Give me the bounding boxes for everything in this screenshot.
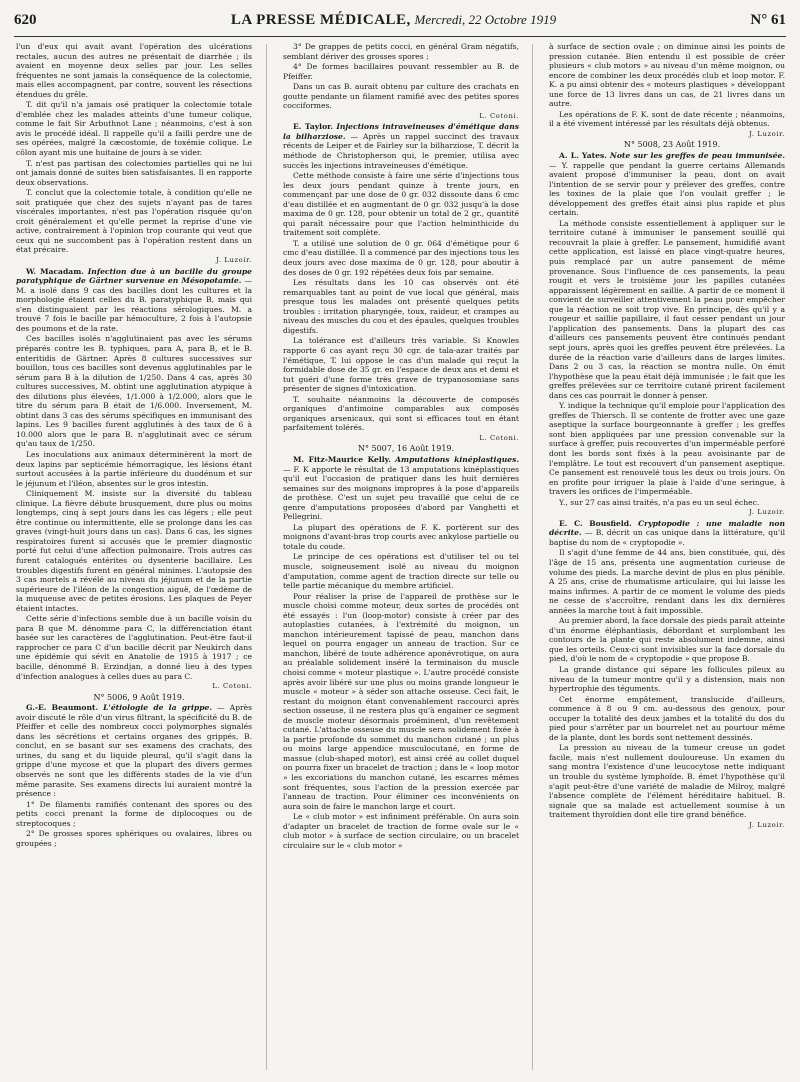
abstract-entry [283,455,519,522]
entry-title: L'étiologie de la grippe. [103,703,213,713]
abstract-entry [549,151,785,218]
abstract-entry [16,267,252,334]
entry-author: M. Fitz-Maurice Kelly. [293,454,391,464]
paragraph: Cliniquement M. insiste sur la diversité du tableau clinique. La fièvre débute brusquement, dure plus ou moins longtemps, cinq à sept jours dans les cas légers ; elle peut être continue ou intermittente, elle se prolonge dans les cas graves (vingt-huit jours dans un cas). Dans 6 cas, les signes respiratoires furent si accusés que le premier diagnostic porté fut celui d'une affection pulmonaire. Trois autres cas furent catalogués entérites ou dysenterie bacillaire. Les troubles digestifs furent en général minimes. L'autopsie des 3 cas mortels a révélé au niveau du jéjunum et de la partie supérieure de l'iléon de la congestion aiguë, de l'œdème de la muqueuse avec de petites érosions. Les plaques de Peyer étaient intactes. [16,489,252,613]
entry-title: Note sur les greffes de peau immunisée. [609,151,785,161]
column-left [16,42,252,1072]
entry-text: — B. décrit un cas unique dans la littérature, qu'il baptise du nom de « cryptopodie ». [549,528,785,547]
paragraph: Le « club motor » est infiniment préférable. On aura soin d'adapter un bracelet de traction de forme ovale sur le « club motor » à surface de section circulaire, ou un bracelet circulaire sur le « club motor » [283,812,519,850]
paragraph: 4° De formes bacillaires pouvant ressembler au B. de Pfeiffer. [283,62,519,81]
signature: J. Luzoir. [749,508,785,517]
entry-title: Infection due à un bacille du groupe paratyphique de Gärtner survenue en Mésopotamie. [16,266,252,286]
journal-name: LA PRESSE MÉDICALE, [230,12,411,28]
entry-text: — Après avoir discuté le rôle d'un virus filtrant, la spécificité du B. de Pfeiffer et celle des nombreux cocci polymorphes signalés dans les sécrétions et certains organes des grippés, B. conclut, en se basant sur ses examens des crachats, des urines, du sang et du liquide pleural, qu'il s'agit dans la grippe d'une mycose et que la plupart des divers germes observés ne sont que les différents stades de la vie d'un même parasite. Ses examens directs lui auraient montré la présence : [16,703,252,799]
paragraph: La grande distance qui sépare les follicules pileux au niveau de la tumeur montre qu'il y a distension, mais non hypertrophie des téguments. [549,665,785,694]
entry-author: E. Taylor. [293,122,334,132]
entry-text: — M. a isolé dans 9 cas des bacilles dont les cultures et la morphologie étaient celles du B. paratyphique B, mais qui s'en distinguaient par les réactions sérologiques. M. a trouvé 7 fois le bacille par hémoculture, 2 fois à l'autopsie des poumons et de la rate. [16,276,252,333]
paragraph: T. souhaite néanmoins la découverte de composés organiques d'antimoine comparables aux composés organiques arsenicaux, qui sont si efficaces tout en étant parfaitement tolérés. [283,394,519,433]
running-title [231,12,556,29]
signature: J. Luzoir. [749,129,785,138]
paragraph: Cet énorme empâtement, translucide d'ailleurs, commence à 8 ou 9 cm. au-dessous des genoux, pour occuper la totalité des deux jambes et la totalité du dos du pied pour s'arrêter par un bourrelet net au pourtour même de la plante, dont les bords sont nettement dessinés. [549,694,785,742]
issue-number: N° 61 [750,12,786,28]
paragraph: 1° De filaments ramifiés contenant des spores ou des petits cocci prenant la forme de diplocoques ou de streptocoques ; [16,799,252,828]
column-right [549,42,785,1072]
section-heading: N° 5007, 16 Août 1919. [357,444,455,454]
signature: J. Luzoir. [216,256,252,265]
paragraph: Le principe de ces opérations est d'utiliser tel ou tel muscle, soigneusement isolé au niveau du moignon d'amputation, comme agent de traction directe sur telle ou telle partie mécanique du membre artificiel. [283,552,519,591]
paragraph: T. conclut que la colectomie totale, à condition qu'elle ne soit pratiquée que chez des sujets n'ayant pas de tares viscérales importantes, n'est pas l'opération risquée qu'on croit généralement et qu'elle permet la reprise d'une vie active, contrairement à l'opinion trop courante qui veut que ceux qui ne succombent pas à l'opération restent dans un état précaire. [16,188,252,255]
paragraph: Ces bacilles isolés n'agglutinaient pas avec les sérums préparés contre les B. typhiques, para A, para B, et le B. enteritidis de Gärtner. Après 8 cultures successives sur bouillon, tous ces bacilles sont devenus agglutinables par le sérum para B à la dilution de 1/250. Dans 4 cas, après 30 cultures successives, M. obtint une agglutination atypique à des dilutions plus élevées, 1/1.000 à 1/2.000, alors que le titre du sérum para B était de 1/6.000. Inversement, M. obtint dans 3 cas des sérums spécifiques en immunisant des lapins. Les 9 bacilles furent agglutinés à des taux de 6 à 10.000 alors que le para B. n'agglutinait avec ce sérum qu'au taux de 1/250. [16,334,252,449]
paragraph: Les opérations de F. K. sont de date récente ; néanmoins, il a été vivement intéressé par les résultats déjà obtenus. [549,109,785,129]
paragraph: Dans un cas B. aurait obtenu par culture des crachats en goutte pendante un filament ramifié avec des petites spores cocciformes. [283,82,519,111]
abstract-entry [16,703,252,798]
paragraph: 2° De grosses spores sphériques ou ovalaires, libres ou groupées ; [16,829,252,848]
paragraph: Pour réaliser la prise de l'appareil de prothèse sur le muscle choisi comme moteur, deux sortes de procédés ont été essayés : l'un (loop-motor) consiste à créer par des autoplasties cutanées, à l'extrémité du moignon, un manchon intérieurement tapissé de peau, manchon dans lequel on pourra engager un anneau de traction. Sur ce manchon, libéré de toute adhérence aponévrotique, on aura au préalable solidement inséré la terminaison du muscle choisi comme « moteur plastique ». L'autre procédé consiste après avoir libéré sur une plus ou moins grande longueur le muscle « moteur » à séder son attache osseuse. Ceci fait, le restant du moignon étant convenablement raccourci après section osseuse, il ne restera plus qu'à engainer ce segment de muscle moteur désormais proéminent, d'un revêtement cutané. L'attache osseuse du muscle sera solidement fixée à la partie profonde du sommet du manchon cutané ; un plus ou moins large appendice musculocutané, en forme de massue (club-shaped motor), est ainsi créé au collet duquel on pourra fixer un bracelet de traction ; dans le « loop motor » les excoriations du manchon cutané, les escarres mêmes sont fréquentes, sous l'action de la pression exercée par l'anneau de traction. Pour éliminer ces inconvénients on aura soin de faire le manchon large et court. [283,591,519,811]
section-heading: N° 5006, 9 Août 1919. [93,692,185,702]
entry-title: Cryptopodie : une maladie non décrite. [549,518,785,538]
entry-author: G.-E. Beaumont. [26,703,99,713]
paragraph: Cette série d'infections semble due à un bacille voisin du para B que M. dénomme para C, la différenciation étant basée sur les caractères de l'agglutination. Peut-être faut-il rapprocher ce para C d'un bacille décrit par Neukirch dans une épidémie qui sévit en Anatolie de 1915 à 1917 ; ce bacille, dénommé B. Erzindjan, a donné lieu à des types d'infection analogues à celles dues au para C. [16,614,252,681]
section-heading: N° 5008, 23 Août 1919. [623,140,721,150]
entry-author: E. C. Bousfield. [559,518,632,528]
column-rule [266,44,267,1070]
abstract-entry [283,122,519,170]
paragraph: Y. indique la technique qu'il emploie pour l'application des greffes de Thiersch. Il se contente de frotter avec une gaze aseptique la surface bourgeonnante à greffer ; les greffes sont bien appliquées par une pression convenable sur la surface à greffer, puis recouvertes d'un imperméable perforé dont les bords sont fixés à la peau avoisinante par de l'emplâtre. Le tout est recouvert d'un pansement aseptique. Ce pansement est renouvelé tous les deux ou trois jours. On en profite pour irriguer la plaie à l'aide d'une seringue, à travers les orifices de l'imperméable. [549,401,785,497]
paragraph: Y., sur 27 cas ainsi traités, n'a pas eu un seul échec. [559,497,760,507]
paragraph: Au premier abord, la face dorsale des pieds paraît atteinte d'un énorme éléphantiasis, débordant et surplombant les contours de la plante qui reste absolument indemne, ainsi que les orteils. Ceux-ci sont invisibles sur la face dorsale du pied, d'où le nom de « cryptopodie » que propose B. [549,616,785,664]
signature: L. Cotoni. [479,111,519,120]
issue-date: Mercredi, 22 Octobre 1919 [414,12,557,27]
paragraph: T. dit qu'il n'a jamais osé pratiquer la colectomie totale d'emblée chez les malades atteints d'une tumeur colique, comme le fait Sir Arbuthnot Lane ; néanmoins, c'est à son avis le procédé idéal. Il rappelle qu'il a failli perdre une de ses opérées, malgré la cæcostomie, de toxémie colique. Le côlon ayant mis une huitaine de jours à se vider. [16,100,252,158]
paragraph: l'un d'eux qui avait avant l'opération des ulcérations rectales, aucun des autres ne présentait de diarrhée ; ils avaient en moyenne deux selles par jour. Les selles fréquentes ne sont jamais la conséquence de la colectomie, mais elles accompagnent, par contre, souvent les résections étendues du grêle. [16,42,252,99]
entry-text: — Y. rappelle que pendant la guerre certains Allemands avaient proposé d'immuniser la peau, dont on avait l'intention de se servir pour y prélever des greffes, contre les toxines de la plaie que l'on voulait greffer ; le développement des greffes était ainsi plus rapide et plus certain. [549,160,785,218]
entry-title: Injections intraveineuses d'émétique dans la bilharziose. [283,122,519,141]
paragraph: La tolérance est d'ailleurs très variable. Si Knowles rapporte 6 cas ayant reçu 30 cgr. de tala-azar traités par l'émétique, T. lui oppose le cas d'un malade qui reçut la formidable dose de 35 gr. en l'espace de deux ans et demi et tut guéri d'une forme très grave de trypanosomiase sans présenter de signes d'intoxication. [283,336,519,394]
column-rule [532,44,533,1070]
paragraph: La méthode consiste essentiellement à appliquer sur le territoire cutané à immuniser le pansement souillé qui recouvrait la plaie à greffer. Le pansement, humidifié avant cette application, est laissé en place vingt-quatre heures, puis remplacé par un autre pansement de même provenance. Sous l'influence de ces pansements, la peau rougit et vers le troisième jour les papilles cutanées apparaissent légèrement en saillie. A partir de ce moment il convient de surveiller attentivement la peau pour empêcher que la réaction ne soit trop vive. En principe, dès qu'il y a rougeur et saillie papillaire, il faut cesser pendant un jour l'application des pansements. Dans la plupart des cas d'ailleurs ces pansements peuvent être continués pendant sept jours, après quoi les greffes peuvent être prélevées. La durée de la réaction varie d'ailleurs dans de larges limites. Dans 2 ou 3 cas, la réaction se montra nulle. On émit l'hypothèse que la peau était déjà immunisée ; le fait que les greffes prélevées sur ce territoire cutané prirent facilement dans ces cas pourrait le donner à penser. [549,218,785,400]
page-header [14,12,786,37]
entry-author: A. L. Yates. [559,151,607,161]
signature: L. Cotoni. [479,433,519,442]
entry-text: — Après un rappel succinct des travaux récents de Leiper et de Fairley sur la bilharziose, T. décrit la méthode de Christopherson qui, le premier, utilisa avec succès les injections intraveineuses d'émétique. [283,131,519,170]
abstract-entry [549,519,785,548]
signature: L. Cotoni. [212,682,252,691]
paragraph: La pression au niveau de la tumeur creuse un godet facile, mais n'est nullement douloureuse. Un examen du sang montra l'existence d'une leucocytose nette indiquant un trouble du système lymphoïde. B. émet l'hypothèse qu'il s'agit peut-être d'une variété de maladie de Milroy, malgré l'absence complète de l'élément héréditaire habituel. B. signale que sa malade est actuellement soumise à un traitement thyroïdien dont elle tire grand bénéfice. [549,743,785,820]
column-middle [283,42,519,1072]
paragraph: Cette méthode consiste à faire une série d'injections tous les deux jours pendant quinze à trente jours, en commençant par une dose de 0 gr. 032 dissoute dans 6 cmc d'eau distillée et en augmentant de 0 gr. 032 jusqu'à la dose maxima de 0 gr. 128, pour obtenir un total de 2 gr., quantité qui paraît nécessaire pour que l'action helminthicide du traitement soit complète. [283,171,519,238]
entry-title: Amputations kinéplastiques. [395,454,519,464]
paragraph: T. n'est pas partisan des colectomies partielles qui ne lui ont jamais donné de suites bien satisfaisantes. Il en rapporte deux observations. [16,158,252,187]
signature: J. Luzoir. [749,820,785,829]
paragraph: T. a utilisé une solution de 0 gr. 064 d'émétique pour 6 cmc d'eau distillée. Il a commencé par des injections tous les deux jours avec dose maxima de 0 gr. 128, pour aboutir à des doses de 0 gr. 192 répétées deux fois par semaine. [283,238,519,277]
entry-text: — F. K apporte le résultat de 13 amputations kinéplastiques qu'il eut l'occasion de pratiquer dans les huit dernières semaines sur des moignons impropres à la pose d'appareils de prothèse. C'est un sujet peu travaillé que celui de ce genre d'amputations proposées d'abord par Vanghetti et Pellegrini. [283,464,519,522]
paragraph: Les résultats dans les 10 cas observés ont été remarquables tant au point de vue local que général, mais presque tous les malades ont présenté quelques petits troubles : irritation pharyngée, toux, raideur, et crampes au niveau des muscles du cou et des épaules, quelques troubles digestifs. [283,278,519,335]
paragraph: à surface de section ovale ; on diminue ainsi les points de pression cutanée. Bien entendu il est possible de créer plusieurs « club motors » au niveau d'un même moignon, ou encore de combiner les deux procédés club et loop motor. F. K. a pu ainsi obtenir des « moteurs plastiques » développant une force de 13 livres dans un cas, de 21 livres dans un autre. [549,42,785,109]
paragraph: Les inoculations aux animaux déterminèrent la mort de deux lapins par septicémie hémorragique, les lésions étant surtout accusées à la partie inférieure du duodénum et sur le jéjunum et l'iléon, absentes sur le gros intestin. [16,449,252,488]
paragraph: La plupart des opérations de F. K. portèrent sur des moignons d'avant-bras trop courts avec ankylose partielle ou totale du coude. [283,522,519,551]
paragraph: Il s'agit d'une femme de 44 ans, bien constituée, qui, dès l'âge de 15 ans, présenta une augmentation curieuse de volume des pieds. La marche devint de plus en plus pénible. A 25 ans, crise de rhumatisme articulaire, qui lui laisse les mains infirmes. A partir de ce moment le volume des pieds ne cesse de s'accroître, rendant dans les dix dernières années la marche tout à fait impossible. [549,548,785,615]
page-number: 620 [14,12,37,28]
paragraph: 3° De grappes de petits cocci, en général Gram négatifs, semblant dériver des grosses spores ; [283,42,519,61]
entry-author: W. Macadam. [26,266,84,276]
